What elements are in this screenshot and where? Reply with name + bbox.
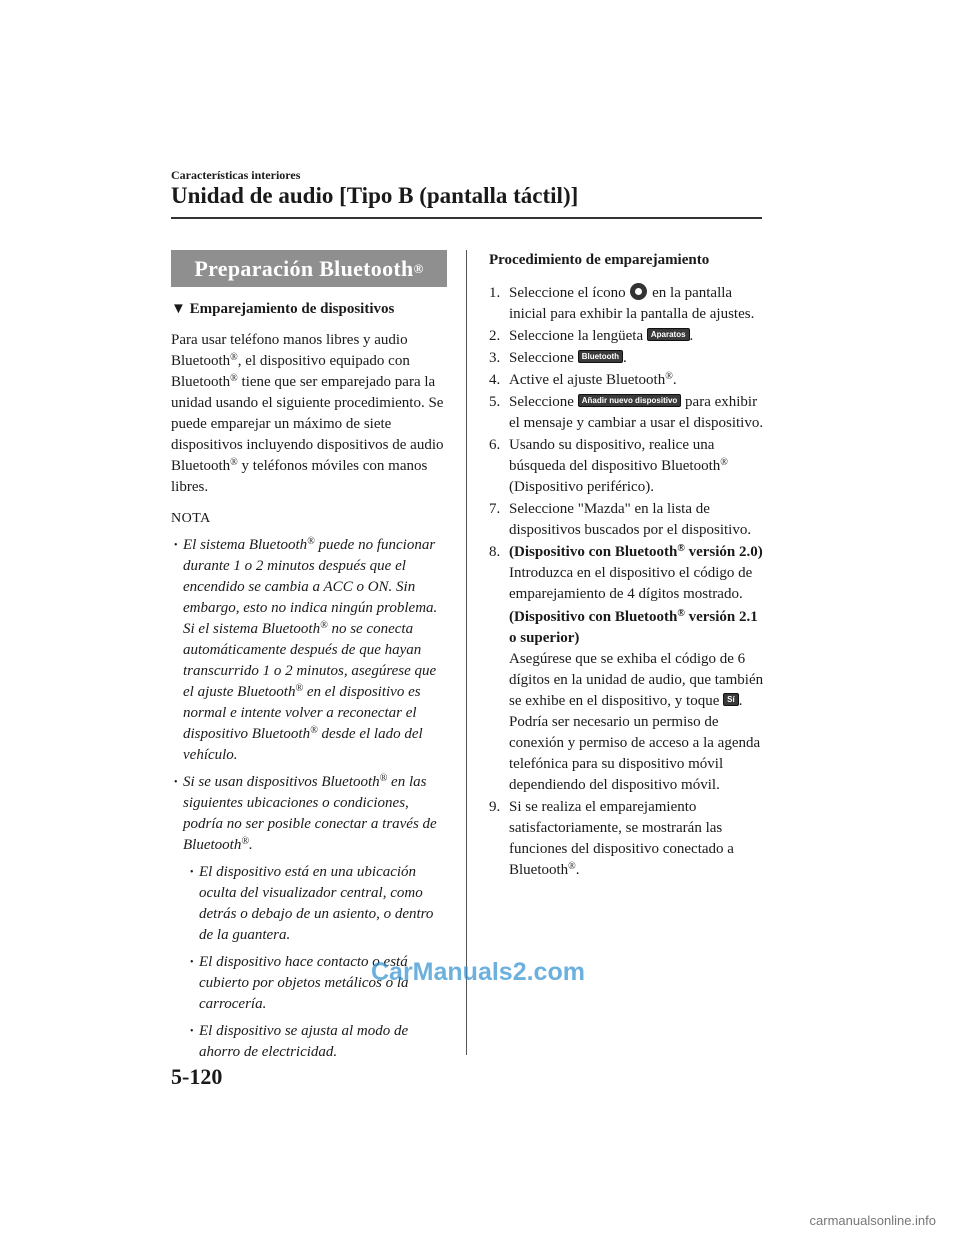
registered-mark: ® bbox=[307, 536, 315, 547]
registered-mark: ® bbox=[241, 836, 249, 847]
step-heading: (Dispositivo con Bluetooth bbox=[509, 609, 678, 625]
step-number: 6. bbox=[489, 437, 501, 453]
step-number: 3. bbox=[489, 350, 501, 366]
intro-text: , el dispositivo equipado con Bluetooth bbox=[171, 353, 410, 390]
step-text: Si se realiza el emparejamiento satisfactoriamente, se mostrarán las funciones del dispositivo conectado a Bluetooth bbox=[509, 799, 734, 878]
note-text: desde el lado del vehículo. bbox=[183, 726, 423, 763]
step-text: . bbox=[738, 693, 743, 709]
note-text: no se conecta automáticamente después de que hayan transcurrido 1 o 2 minutos, asegúrese que el ajuste Bluetooth bbox=[183, 621, 437, 700]
registered-mark: ® bbox=[568, 861, 576, 872]
step-text: Seleccione el ícono bbox=[509, 285, 626, 301]
step-item bbox=[489, 542, 764, 796]
step-item bbox=[489, 392, 764, 434]
step-text: Seleccione bbox=[509, 350, 574, 366]
registered-mark: ® bbox=[295, 683, 304, 694]
page-title: Unidad de audio [Tipo B (pantalla táctil)] bbox=[171, 183, 579, 208]
step-text: Seleccione bbox=[509, 394, 574, 410]
footer-site-link[interactable]: carmanualsonline.info bbox=[809, 1213, 936, 1228]
section-banner bbox=[171, 250, 447, 287]
note-text: Si se usan dispositivos Bluetooth bbox=[183, 774, 380, 790]
registered-mark: ® bbox=[665, 371, 673, 382]
step-text: Asegúrese que se exhiba el código de 6 dígitos en la unidad de audio, que también se exhibe en el dispositivo, y toque bbox=[509, 651, 764, 709]
step-item bbox=[489, 797, 764, 881]
step-heading: versión 2.0) bbox=[684, 544, 763, 560]
left-column bbox=[171, 250, 447, 1063]
step-item bbox=[489, 435, 764, 498]
procedure-steps bbox=[489, 283, 764, 881]
registered-mark: ® bbox=[677, 543, 685, 554]
intro-text: tiene que ser emparejado para la unidad usando el siguiente procedimiento. Se puede emparejar un máximo de siete dispositivos incluyendo dispositivos de audio Bluetooth bbox=[171, 374, 444, 474]
step-text: . bbox=[672, 372, 677, 388]
note-item bbox=[171, 772, 447, 856]
step-heading: versión 2.1 o superior) bbox=[509, 609, 758, 646]
column-divider bbox=[466, 250, 467, 1055]
note-text: en las siguientes ubicaciones o condiciones, podría no ser posible conectar a través de Bluetooth bbox=[183, 774, 437, 853]
subheading bbox=[171, 299, 447, 320]
note-text: puede no funcionar durante 1 o 2 minutos después que el encendido se cambia a ACC o ON. Sin embargo, esto no indica ningún problema. Si el sistema Bluetooth bbox=[183, 537, 438, 637]
triangle-icon: ▼ bbox=[171, 301, 186, 317]
sub-note-item: • El dispositivo hace contacto o está cubierto por objetos metálicos o la carrocería. bbox=[171, 952, 447, 1015]
registered-mark: ® bbox=[230, 457, 238, 468]
step-item bbox=[489, 326, 764, 347]
step-text: para exhibir el mensaje y cambiar a usar el dispositivo. bbox=[509, 394, 764, 431]
note-text: . bbox=[248, 837, 253, 853]
si-button: Sí bbox=[723, 693, 739, 706]
aparatos-button: Aparatos bbox=[647, 328, 690, 341]
step-text: Usando su dispositivo, realice una búsqueda del dispositivo Bluetooth bbox=[509, 437, 721, 474]
note-item bbox=[171, 535, 447, 766]
registered-mark: ® bbox=[677, 608, 685, 619]
step-text: Active el ajuste Bluetooth bbox=[509, 372, 666, 388]
watermark-logo: CarManuals2.com bbox=[371, 958, 585, 986]
subheading-text: Emparejamiento de dispositivos bbox=[189, 301, 395, 317]
bluetooth-button: Bluetooth bbox=[578, 350, 623, 363]
registered-mark: ® bbox=[230, 352, 238, 363]
registered-mark: ® bbox=[379, 773, 388, 784]
step-text: . bbox=[575, 862, 580, 878]
nota-label: NOTA bbox=[171, 511, 211, 526]
intro-text: y teléfonos móviles con manos libres. bbox=[171, 458, 428, 495]
right-column bbox=[489, 250, 764, 882]
step-text: . bbox=[689, 328, 694, 344]
note-text: en el dispositivo es normal e intente volver a reconectar el dispositivo Bluetooth bbox=[183, 684, 421, 742]
registered-mark: ® bbox=[413, 261, 424, 276]
step-heading: (Dispositivo con Bluetooth bbox=[509, 544, 678, 560]
registered-mark: ® bbox=[230, 373, 238, 384]
step-text: Seleccione la lengüeta bbox=[509, 328, 644, 344]
step-number: 4. bbox=[489, 372, 501, 388]
step-number: 2. bbox=[489, 328, 501, 344]
step-text: Podría ser necesario un permiso de conexión y permiso de acceso a la agenda telefónica para su dispositivo móvil dependiendo del dispositivo móvil. bbox=[509, 714, 761, 793]
step-item bbox=[489, 370, 764, 391]
step-text: . bbox=[623, 350, 627, 366]
banner-text: Preparación Bluetooth bbox=[194, 256, 414, 281]
step-text: en la pantalla inicial para exhibir la pantalla de ajustes. bbox=[509, 285, 755, 322]
step-text: (Dispositivo periférico). bbox=[509, 479, 654, 495]
step-text: Seleccione "Mazda" en la lista de dispositivos buscados por el dispositivo. bbox=[509, 501, 752, 538]
intro-paragraph bbox=[171, 330, 447, 498]
sub-note-item: • El dispositivo se ajusta al modo de ahorro de electricidad. bbox=[171, 1021, 447, 1063]
note-text: El sistema Bluetooth bbox=[183, 537, 308, 553]
intro-text: Para usar teléfono manos libres y audio Bluetooth bbox=[171, 332, 408, 369]
procedure-title: Procedimiento de emparejamiento bbox=[489, 252, 710, 268]
section-label: Características interiores bbox=[171, 168, 301, 182]
settings-gear-icon bbox=[630, 283, 647, 300]
step-number: 9. bbox=[489, 799, 501, 815]
step-number: 5. bbox=[489, 394, 501, 410]
step-number: 1. bbox=[489, 285, 501, 301]
registered-mark: ® bbox=[720, 457, 728, 468]
header-rule bbox=[171, 217, 762, 219]
sub-note-item: • El dispositivo está en una ubicación oculta del visualizador central, como detrás o debajo de un asiento, o dentro de la guantera. bbox=[171, 862, 447, 946]
page-number: 5-120 bbox=[171, 1064, 223, 1089]
step-number: 8. bbox=[489, 544, 501, 560]
step-item bbox=[489, 283, 764, 325]
step-number: 7. bbox=[489, 501, 501, 517]
registered-mark: ® bbox=[310, 725, 318, 736]
add-new-device-button: Añadir nuevo dispositivo bbox=[578, 394, 682, 407]
step-item bbox=[489, 348, 764, 369]
registered-mark: ® bbox=[320, 620, 328, 631]
step-text: Introduzca en el dispositivo el código de emparejamiento de 4 dígitos mostrado. bbox=[509, 565, 753, 602]
step-item bbox=[489, 499, 764, 541]
